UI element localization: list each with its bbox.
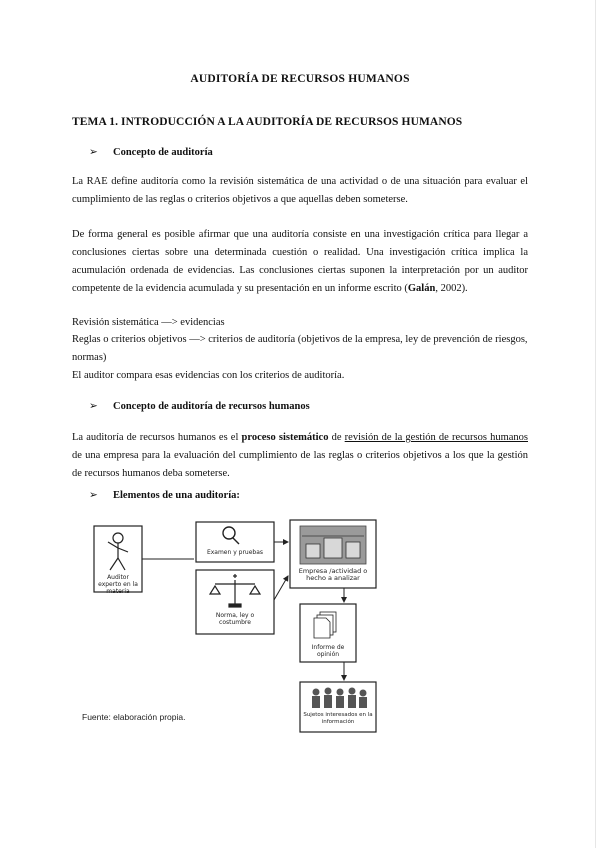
auditor-label: Auditor experto en la materia bbox=[98, 574, 138, 595]
paragraph-text: de una empresa para la evaluación del cumplimiento de las reglas o criterios objetivos a los que la gestión de recursos humanos deba someterse. bbox=[72, 450, 528, 479]
bullet-arrow-icon: ➢ bbox=[89, 490, 98, 501]
paragraph-text: De forma general es posible afirmar que una auditoría consiste en una investigación crítica para llegar a conclusiones ciertas sobre una determinada cuestión o realidad. Una investigación crítica implica la acumulación ordenada de evidencias. Las conclusiones ciertas suponen la interpretación por un auditor competente de la evidencia acumulada y su presentación en un informe escrito ( bbox=[72, 229, 528, 294]
bold-term: proceso sistemático bbox=[241, 432, 329, 443]
diagram-source: Fuente: elaboración propia. bbox=[82, 712, 186, 722]
bullet-concepto bbox=[89, 146, 213, 158]
bullet-concepto-rrhh bbox=[89, 400, 310, 412]
empresa-label: Empresa /actividad o hecho a analizar bbox=[298, 567, 368, 582]
line-reglas: Reglas o criterios objetivos —> criterios de auditoría (objetivos de la empresa, ley de prevención de riesgos, normas) bbox=[72, 334, 528, 363]
bullet-label: Concepto de auditoría de recursos humanos bbox=[113, 401, 310, 412]
bullet-label: Elementos de una auditoría: bbox=[113, 490, 240, 501]
underlined-term: revisión de la gestión de recursos humanos bbox=[344, 432, 528, 443]
paragraph-rae: La RAE define auditoría como la revisión sistemática de una actividad o de una situación para evaluar el cumplimiento de las reglas o criterios objetivos a que aquellas deben someterse. bbox=[72, 176, 528, 205]
examen-box bbox=[196, 522, 274, 562]
paragraph-general bbox=[72, 226, 528, 298]
document-title: AUDITORÍA DE RECURSOS HUMANOS bbox=[190, 73, 410, 85]
norma-label: Norma, ley o costumbre bbox=[215, 612, 255, 626]
page-edge bbox=[595, 0, 596, 848]
sujetos-label: Sujetos interesados en la información bbox=[303, 712, 373, 725]
citation-author: Galán bbox=[407, 283, 436, 294]
examen-label: Examen y pruebas bbox=[206, 549, 264, 556]
bullet-elementos bbox=[89, 489, 240, 501]
informe-label: Informe de opinión bbox=[311, 644, 345, 658]
bullet-arrow-icon: ➢ bbox=[89, 147, 98, 158]
line-revision: Revisión sistemática —> evidencias bbox=[72, 317, 225, 328]
paragraph-text: de bbox=[328, 432, 345, 443]
paragraph-rrhh bbox=[72, 429, 528, 483]
paragraph-text: La auditoría de recursos humanos es el bbox=[72, 432, 242, 443]
documents-icon bbox=[314, 612, 336, 638]
section-heading: TEMA 1. INTRODUCCIÓN A LA AUDITORÍA DE RECURSOS HUMANOS bbox=[72, 116, 463, 128]
bullet-label: Concepto de auditoría bbox=[113, 147, 213, 158]
bullet-arrow-icon: ➢ bbox=[89, 401, 98, 412]
line-auditor: El auditor compara esas evidencias con los criterios de auditoría. bbox=[72, 370, 345, 381]
citation-year: , 2002). bbox=[435, 283, 468, 294]
audit-elements-diagram bbox=[72, 516, 402, 740]
